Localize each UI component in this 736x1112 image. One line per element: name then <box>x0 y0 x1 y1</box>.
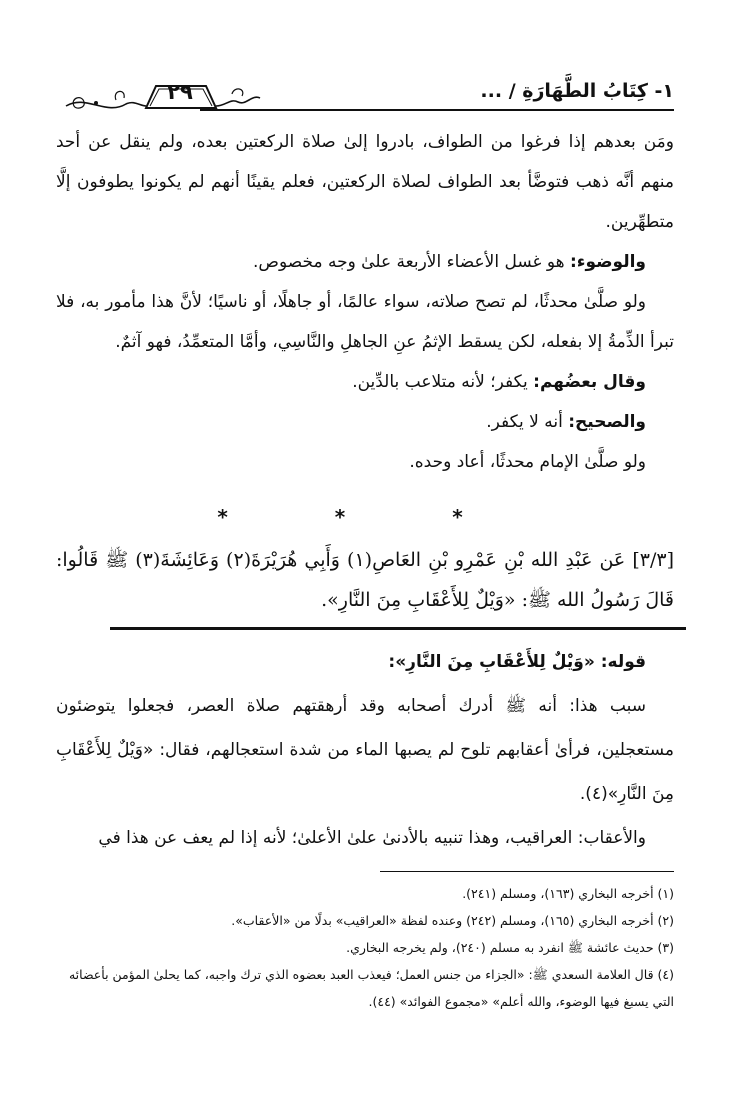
footnote-rule <box>380 871 674 872</box>
keyword: والوضوء: <box>569 252 646 272</box>
keyword: والصحيح: <box>568 412 646 432</box>
paragraph-text: يكفر؛ لأنه متلاعب بالدِّين. <box>352 372 534 392</box>
commentary-paragraph: سبب هذا: أنه ﷺ أدرك أصحابه وقد أرهقتهم صلاة العصر، فجعلوا يتوضئون مستعجلين، فرأىٰ أعقابهم تلوح لم يصبها الماء من شدة استعجالهم، فقال: «وَيْلٌ لِلأَعْقَابِ مِنَ النَّارِ»(٤). <box>56 696 674 804</box>
header-rule <box>200 109 674 111</box>
paragraph-text: هو غسل الأعضاء الأربعة علىٰ وجه مخصوص. <box>252 252 570 272</box>
paragraph <box>56 362 674 402</box>
hadith-number: [٣/٣] <box>632 549 674 571</box>
footnotes <box>56 880 674 1015</box>
paragraph: ولو صلَّىٰ الإمام محدثًا، أعاد وحده. <box>409 452 646 472</box>
paragraph <box>56 242 674 282</box>
paragraph <box>56 402 674 442</box>
running-head: ١- كِتَابُ الطَّهَارَةِ / ... <box>480 80 674 102</box>
commentary-block <box>56 640 674 860</box>
paragraph-text: أنه لا يكفر. <box>486 412 569 432</box>
section-rule <box>110 627 686 630</box>
footnote: (٣) حديث عائشة ﷺ انفرد به مسلم (٢٤٠)، ولم يخرجه البخاري. <box>346 940 674 955</box>
hadith-block <box>56 540 674 620</box>
commentary-heading: قوله: «وَيْلٌ لِلأَعْقَابِ مِنَ النَّارِ»: <box>388 652 646 672</box>
footnote: (٤) قال العلامة السعدي ﷺ: «الجزاء من جنس العمل؛ فيعذب العبد بعضوه الذي ترك واجبه، كما يحلىٰ المؤمن بأعضائه التي يسبغ فيها الوضوء، والله أعلم» «مجموع الفوائد» (٤٤). <box>68 967 674 1009</box>
footnote: (٢) أخرجه البخاري (١٦٥)، ومسلم (٢٤٢) وعنده لفظة «العراقيب» بدلًا من «الأعقاب». <box>231 913 674 928</box>
paragraph: ولو صلَّىٰ محدثًا، لم تصح صلاته، سواء عالمًا، أو جاهلًا، أو ناسيًا؛ لأنَّ هذا مأمور به، فلا تبرأ الذِّمةُ إلا بفعله، لكن يسقط الإثمُ عنِ الجاهلِ والنَّاسِي، وأمَّا المتعمِّدُ، فهو آثمٌ. <box>56 292 674 352</box>
footnote: (١) أخرجه البخاري (١٦٣)، ومسلم (٢٤١). <box>462 886 674 901</box>
keyword: وقال بعضُهم: <box>533 372 646 392</box>
body-text <box>56 122 674 482</box>
page-number: ٢٩ <box>167 80 193 104</box>
hadith-text: عَن عَبْدِ الله بْنِ عَمْرِو بْنِ العَاصِ(١) وَأَبِي هُرَيْرَةَ(٢) وَعَائِشَةَ(٣) ﷺ قَالُوا: قَالَ رَسُولُ الله ﷺ: «وَيْلٌ لِلأَعْقَابِ مِنَ النَّارِ». <box>56 549 674 611</box>
paragraph: ومَن بعدهم إذا فرغوا من الطواف، بادروا إلىٰ صلاة الركعتين بعده، ولم ينقل عن أحد منهم أنَّه ذهب فتوضَّأ بعد الطواف لصلاة الركعتين، فعلم يقينًا أنهم لم يكونوا يطوفون إلَّا متطهِّرين. <box>56 132 674 232</box>
commentary-paragraph: والأعقاب: العراقيب، وهذا تنبيه بالأدنىٰ علىٰ الأعلىٰ؛ لأنه إذا لم يعف عن هذا في <box>98 828 646 848</box>
section-separator: * * * <box>217 505 513 529</box>
